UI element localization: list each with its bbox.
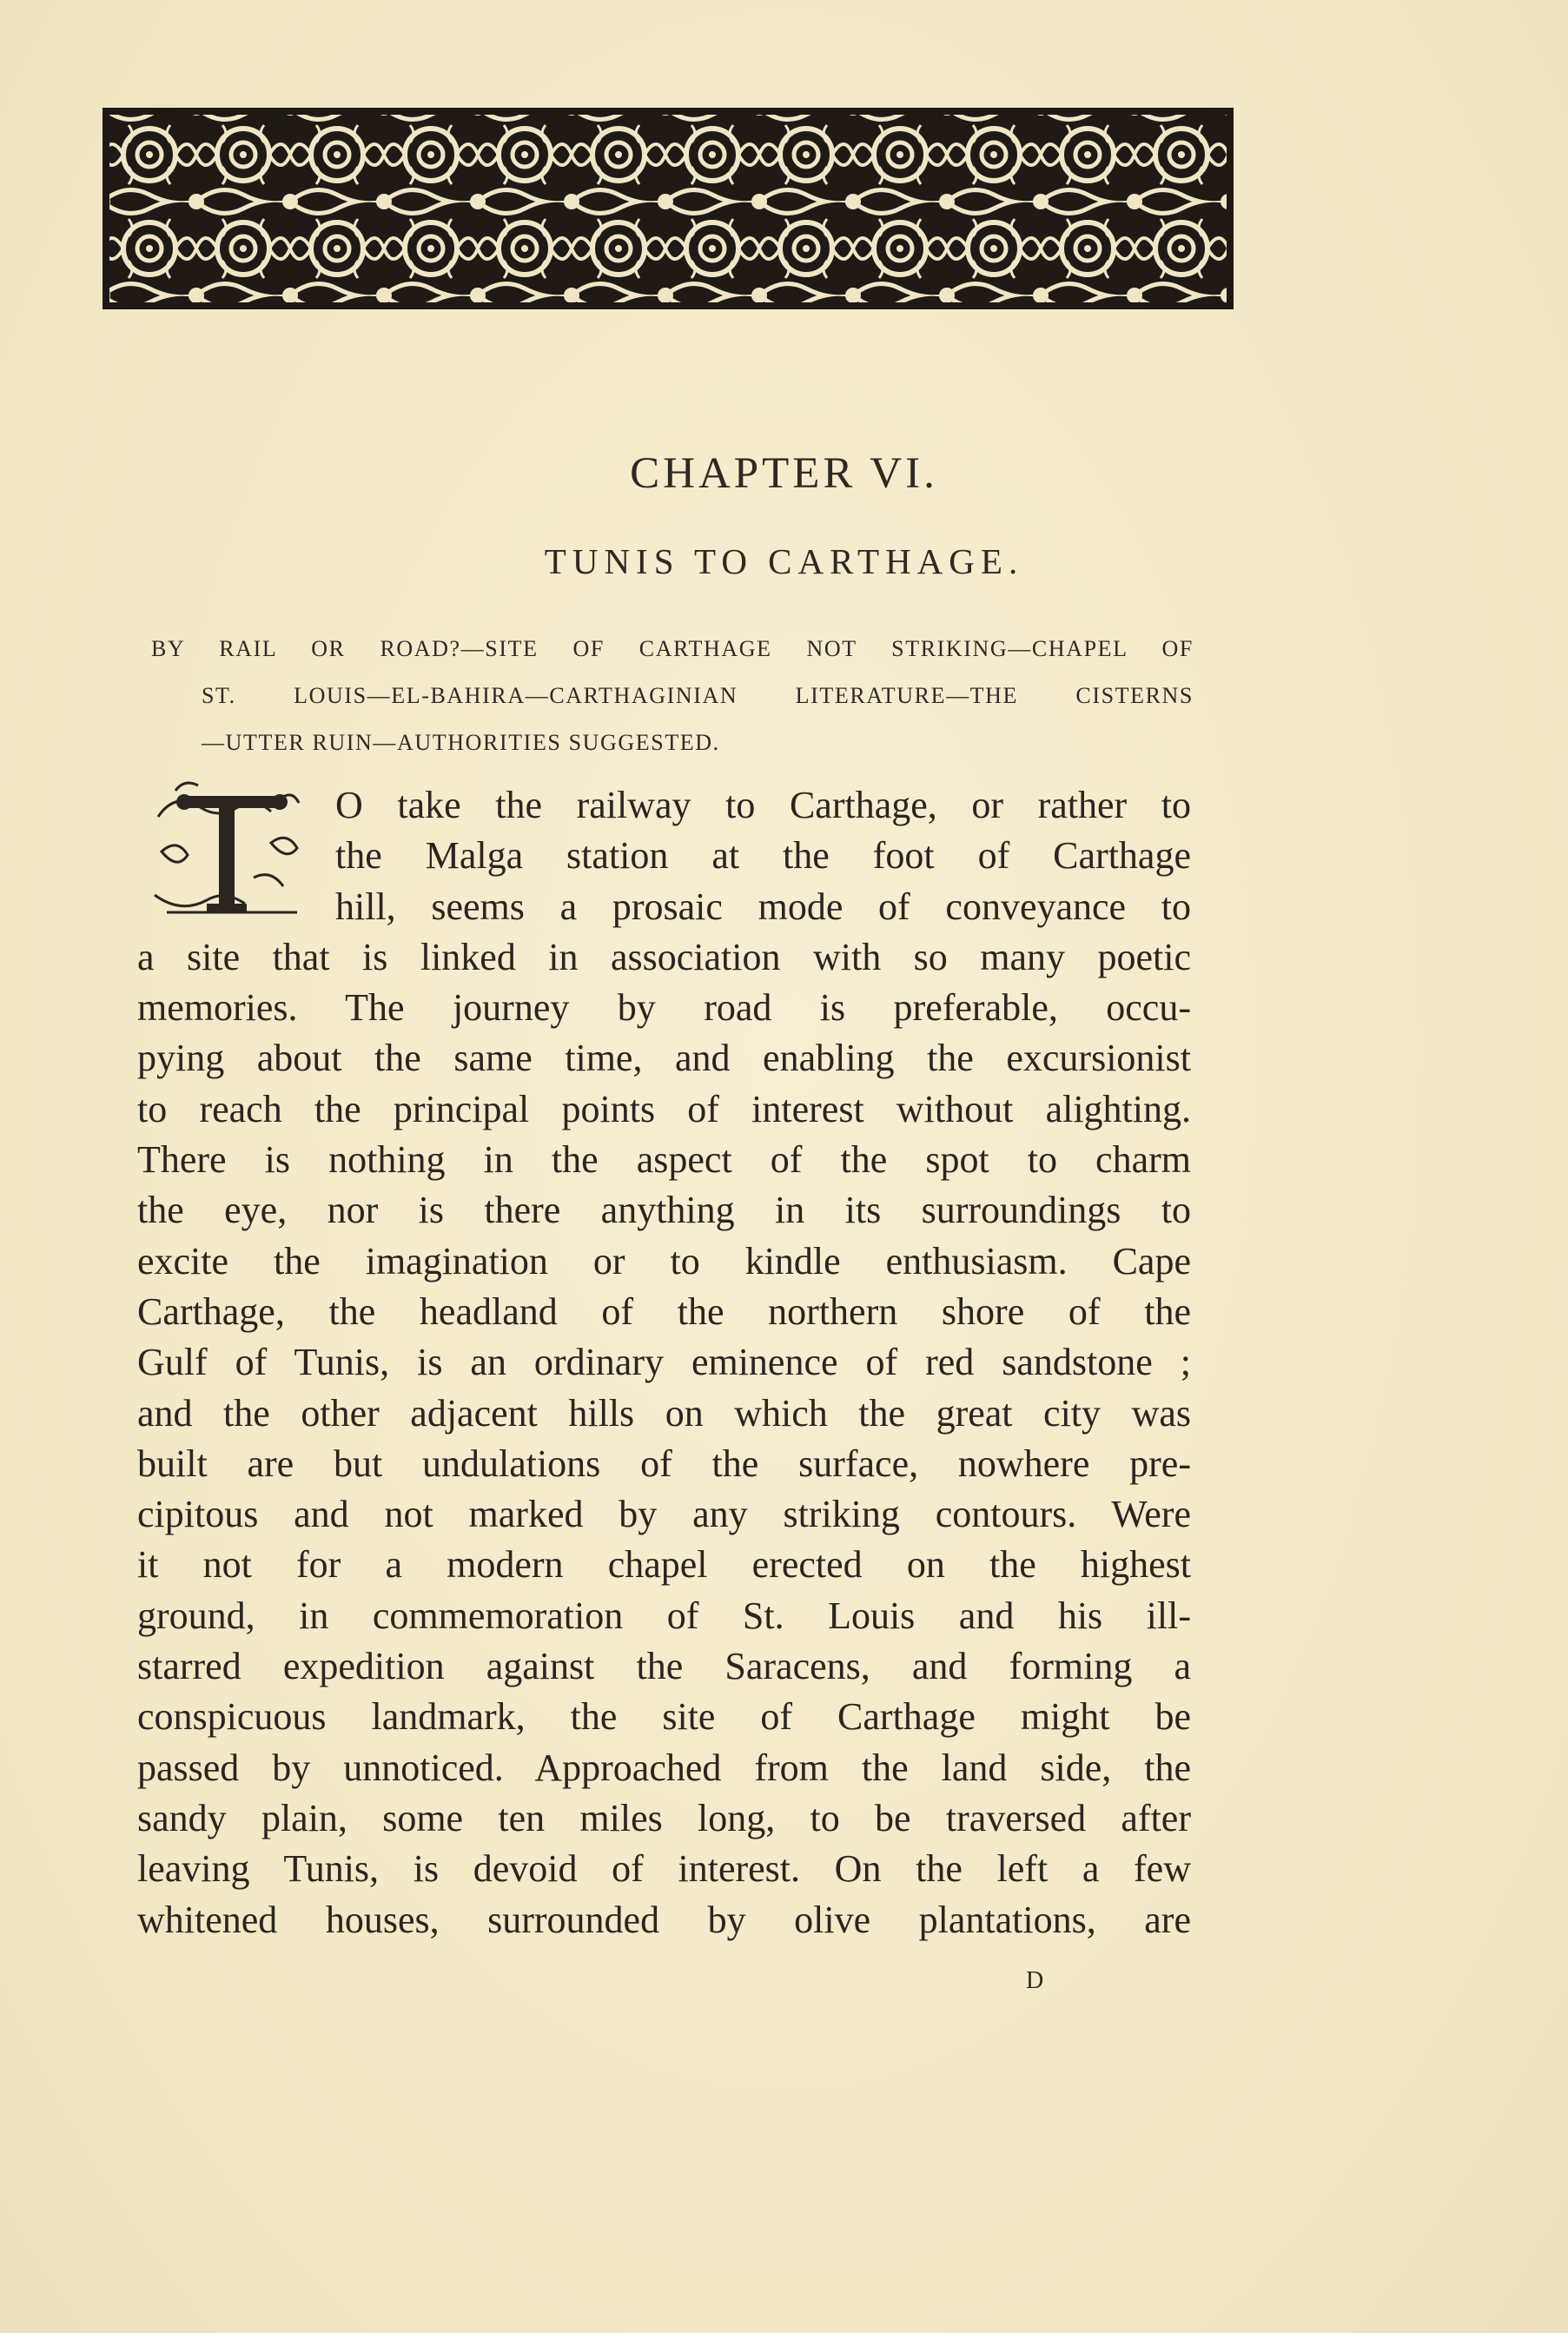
text-line: a site that is linked in association with so many poetic — [137, 935, 1191, 978]
body-text — [137, 780, 1191, 1945]
text-line: passed by unnoticed. Approached from the land side, the — [137, 1746, 1191, 1789]
text-line: cipitous and not marked by any striking contours. Were — [137, 1493, 1191, 1536]
synopsis-line: ST. LOUIS—EL-BAHIRA—CARTHAGINIAN LITERATURE—THE CISTERNS — [202, 683, 1194, 708]
text-line: There is nothing in the aspect of the spot to charm — [137, 1138, 1191, 1182]
text-line: built are but undulations of the surface, nowhere pre- — [137, 1442, 1191, 1485]
text-line: and the other adjacent hills on which the great city was — [137, 1391, 1191, 1435]
text-line: hill, seems a prosaic mode of conveyance to — [335, 885, 1191, 928]
text-line: pying about the same time, and enabling the excursionist — [137, 1037, 1191, 1080]
text-line: whitened houses, surrounded by olive plantations, are — [137, 1898, 1191, 1941]
text-line: the eye, nor is there anything in its surroundings to — [137, 1189, 1191, 1232]
text-line: memories. The journey by road is preferable, occu- — [137, 986, 1191, 1030]
ornamental-headpiece — [103, 108, 1234, 309]
chapter-synopsis — [151, 626, 1194, 766]
text-line: the Malga station at the foot of Carthage — [335, 834, 1191, 878]
chapter-number: CHAPTER VI. — [630, 449, 938, 498]
text-line: Carthage, the headland of the northern shore of the — [137, 1289, 1191, 1333]
text-line: ground, in commemoration of St. Louis and his ill- — [137, 1594, 1191, 1637]
text-line: sandy plain, some ten miles long, to be traversed after — [137, 1796, 1191, 1839]
text-line: excite the imagination or to kindle enthusiasm. Cape — [137, 1239, 1191, 1282]
text-line: conspicuous landmark, the site of Carthage might be — [137, 1695, 1191, 1739]
text-line: leaving Tunis, is devoid of interest. On the left a few — [137, 1847, 1191, 1891]
chapter-title: TUNIS TO CARTHAGE. — [544, 541, 1024, 581]
text-line: starred expedition against the Saracens, and forming a — [137, 1645, 1191, 1688]
text-line: it not for a modern chapel erected on the highest — [137, 1543, 1191, 1587]
synopsis-line: BY RAIL OR ROAD?—SITE OF CARTHAGE NOT STRIKING—CHAPEL OF — [151, 636, 1194, 661]
text-line: to reach the principal points of interest without alighting. — [137, 1087, 1191, 1130]
text-line: O take the railway to Carthage, or rather to — [335, 784, 1191, 826]
signature-mark: D — [1026, 1967, 1046, 1994]
text-line: Gulf of Tunis, is an ordinary eminence of red sandstone ; — [137, 1341, 1191, 1384]
synopsis-line: —UTTER RUIN—AUTHORITIES SUGGESTED. — [202, 730, 720, 755]
